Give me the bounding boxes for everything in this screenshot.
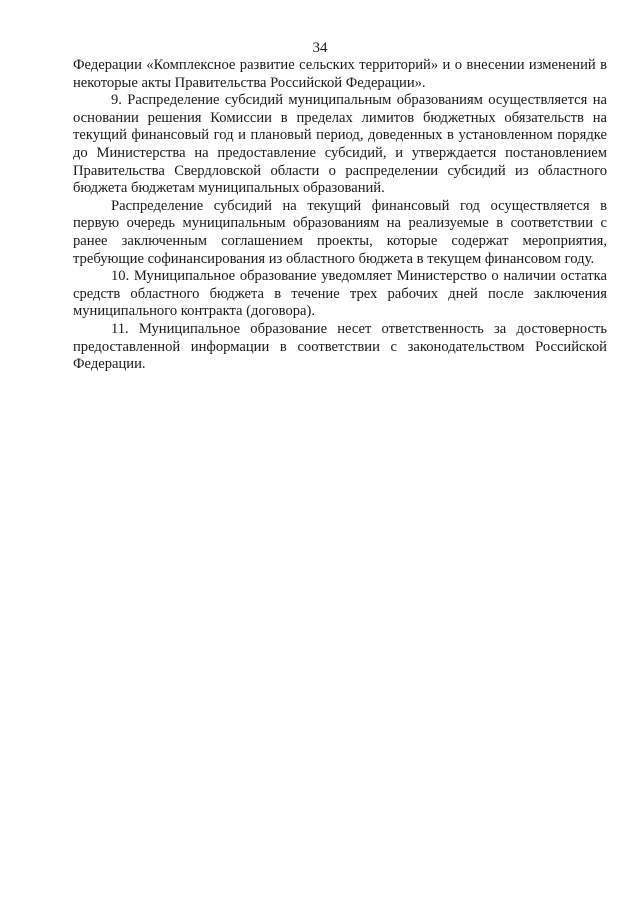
- paragraph-distribution: Распределение субсидий на текущий финансовый год осуществляется в первую очередь муниципальным образованиям на реализуемые в соответствии с ранее заключенным соглашением проекты, которые содержат мероприятия, требующие софинансирования из областного бюджета в текущем финансовом году.: [73, 197, 607, 267]
- paragraph-continuation: Федерации «Комплексное развитие сельских территорий» и о внесении изменений в некоторые акты Правительства Российской Федерации».: [73, 57, 607, 91]
- paragraph-item-11: 11. Муниципальное образование несет ответственность за достоверность предоставленной информации в соответствии с законодательством Российской Федерации.: [73, 320, 607, 373]
- page-number: 34: [312, 40, 328, 56]
- paragraph-item-10: 10. Муниципальное образование уведомляет Министерство о наличии остатка средств областного бюджета в течение трех рабочих дней после заключения муниципального контракта (договора).: [73, 268, 607, 320]
- document-body: [73, 57, 607, 374]
- paragraph-item-9: 9. Распределение субсидий муниципальным образованиям осуществляется на основании решения Комиссии в пределах лимитов бюджетных обязательств на текущий финансовый год и плановый период, доведенных в установленном порядке до Министерства на предоставление субсидий, и утверждается постановлением Правительства Свердловской области о распределении субсидий из областного бюджета бюджетам муниципальных образований.: [73, 92, 607, 197]
